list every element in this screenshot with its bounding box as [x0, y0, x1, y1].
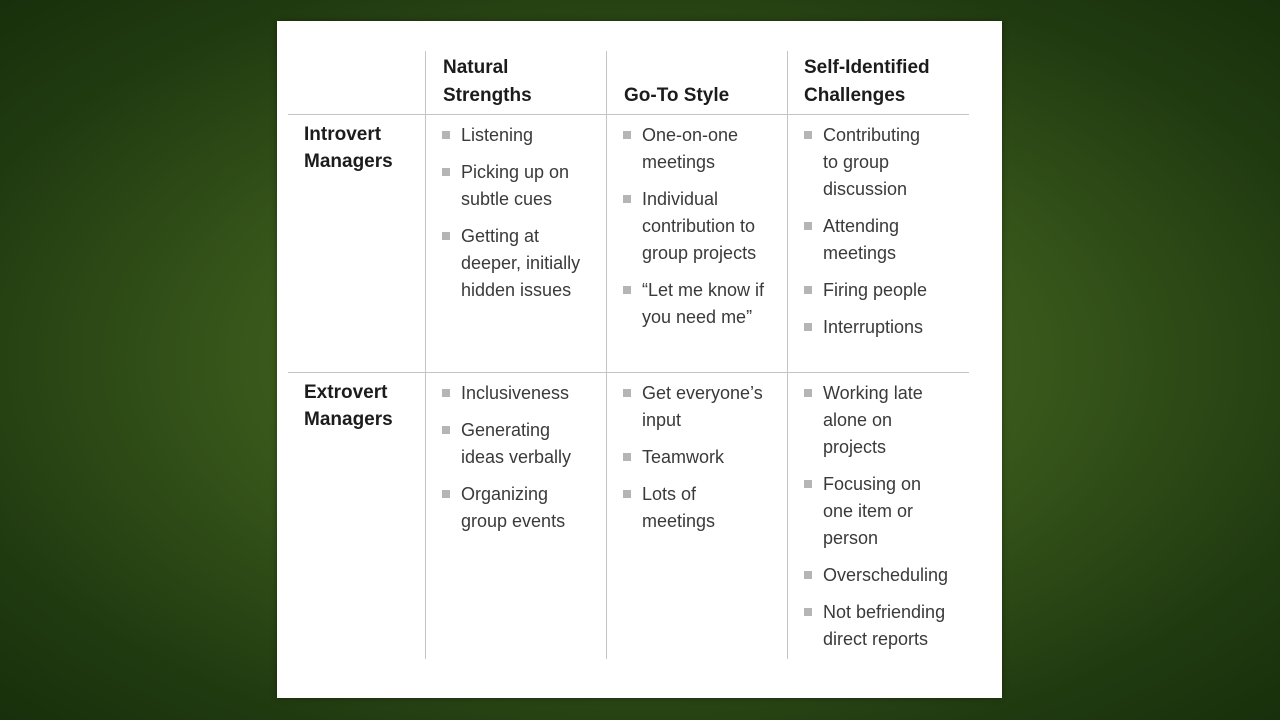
- list-item: [623, 277, 785, 331]
- list-item-text: Not befriending direct reports: [823, 602, 946, 649]
- list-item: [804, 562, 969, 589]
- square-bullet-icon: [442, 168, 450, 176]
- square-bullet-icon: [623, 490, 631, 498]
- slide-card: [277, 21, 1002, 698]
- square-bullet-icon: [623, 195, 631, 203]
- square-bullet-icon: [442, 389, 450, 397]
- column-header-go-to-style: [624, 51, 729, 114]
- row-header-introvert-managers: [304, 121, 422, 175]
- column-header-label: Self-Identified Challenges: [804, 57, 930, 106]
- list-item-text: Getting at deeper, initially hidden issues: [461, 226, 581, 300]
- cell-extrovert-style: [623, 380, 785, 545]
- list-item-text: Attending meetings: [823, 216, 900, 263]
- list-item: [804, 277, 969, 304]
- square-bullet-icon: [442, 426, 450, 434]
- square-bullet-icon: [623, 389, 631, 397]
- row-header-label: Introvert Managers: [304, 124, 393, 172]
- list-item-text: Inclusiveness: [461, 383, 570, 403]
- cell-introvert-challenges: [804, 122, 969, 351]
- list-item: [623, 481, 785, 535]
- cell-introvert-strengths: [442, 122, 604, 314]
- square-bullet-icon: [442, 490, 450, 498]
- list-item-text: “Let me know if you need me”: [642, 280, 765, 327]
- square-bullet-icon: [804, 571, 812, 579]
- list-item: [623, 380, 785, 434]
- square-bullet-icon: [442, 232, 450, 240]
- cell-introvert-style: [623, 122, 785, 341]
- list-item: [623, 122, 785, 176]
- row-divider: [288, 372, 969, 373]
- list-item-text: Organizing group events: [461, 484, 566, 531]
- column-divider: [425, 51, 426, 659]
- list-item: [623, 444, 785, 471]
- list-item: [442, 481, 604, 535]
- row-header-label: Extrovert Managers: [304, 382, 393, 430]
- row-header-extrovert-managers: [304, 379, 422, 433]
- list-item: [442, 417, 604, 471]
- column-divider: [606, 51, 607, 659]
- square-bullet-icon: [804, 608, 812, 616]
- list-item-text: Working late alone on projects: [823, 383, 923, 457]
- list-item-text: Contributing to group discussion: [823, 125, 921, 199]
- cell-extrovert-challenges: [804, 380, 969, 663]
- list-item: [442, 380, 604, 407]
- list-item-text: Picking up on subtle cues: [461, 162, 570, 209]
- list-item: [804, 213, 969, 267]
- list-item: [442, 223, 604, 304]
- square-bullet-icon: [623, 453, 631, 461]
- list-item: [442, 159, 604, 213]
- square-bullet-icon: [623, 286, 631, 294]
- list-item-text: Individual contribution to group projects: [642, 189, 757, 263]
- list-item: [804, 314, 969, 341]
- column-header-self-identified-challenges: [804, 51, 930, 114]
- square-bullet-icon: [442, 131, 450, 139]
- list-item-text: Overscheduling: [823, 565, 949, 585]
- list-item-text: Focusing on one item or person: [823, 474, 922, 548]
- list-item-text: Listening: [461, 125, 534, 145]
- list-item-text: Lots of meetings: [642, 484, 716, 531]
- square-bullet-icon: [804, 480, 812, 488]
- list-item: [442, 122, 604, 149]
- list-item: [804, 471, 969, 552]
- column-header-label: Natural Strengths: [443, 57, 532, 106]
- column-divider: [787, 51, 788, 659]
- list-item-text: Generating ideas verbally: [461, 420, 572, 467]
- column-header-natural-strengths: [443, 51, 532, 114]
- list-item: [623, 186, 785, 267]
- column-header-label: Go-To Style: [624, 85, 730, 106]
- list-item-text: Get everyone’s input: [642, 383, 763, 430]
- comparison-table: [288, 51, 969, 659]
- square-bullet-icon: [804, 286, 812, 294]
- square-bullet-icon: [623, 131, 631, 139]
- list-item: [804, 380, 969, 461]
- list-item-text: Teamwork: [642, 447, 725, 467]
- list-item-text: Firing people: [823, 280, 928, 300]
- square-bullet-icon: [804, 222, 812, 230]
- list-item-text: Interruptions: [823, 317, 924, 337]
- header-divider: [288, 114, 969, 115]
- list-item: [804, 599, 969, 653]
- list-item: [804, 122, 969, 203]
- cell-extrovert-strengths: [442, 380, 604, 545]
- square-bullet-icon: [804, 323, 812, 331]
- square-bullet-icon: [804, 131, 812, 139]
- square-bullet-icon: [804, 389, 812, 397]
- list-item-text: One-on-one meetings: [642, 125, 739, 172]
